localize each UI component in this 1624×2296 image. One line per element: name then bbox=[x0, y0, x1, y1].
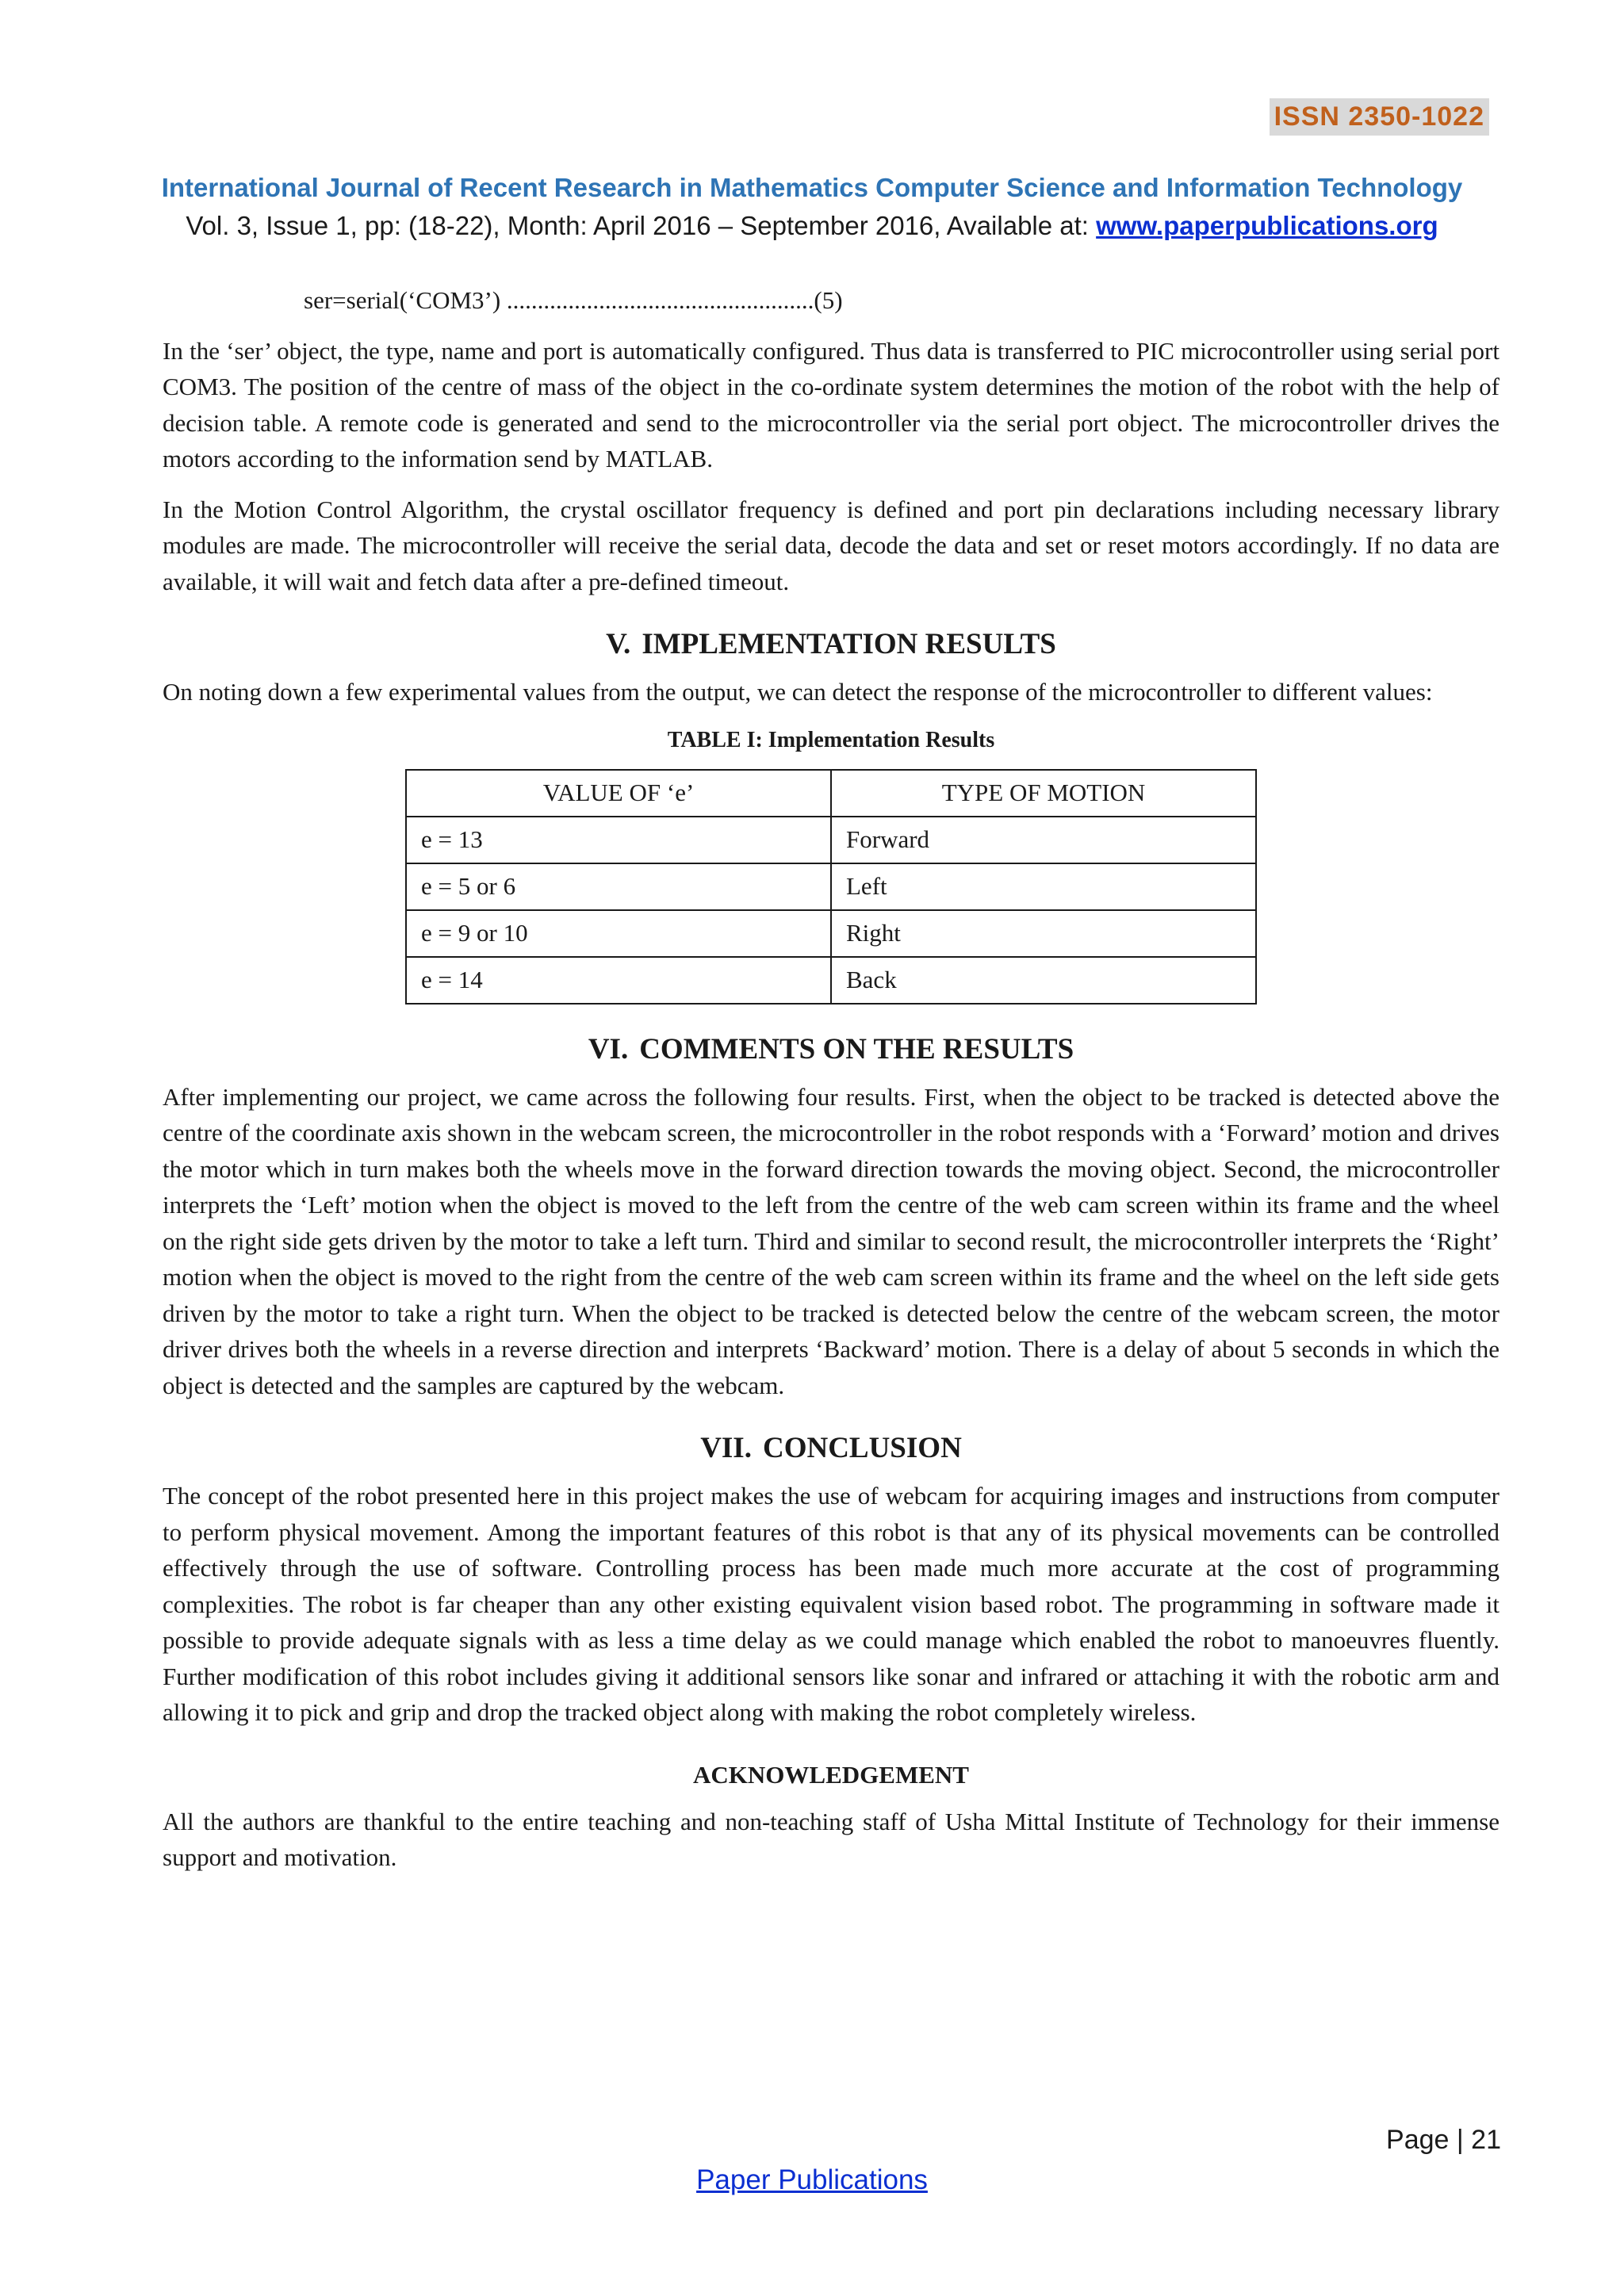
paragraph-acknowledgement: All the authors are thankful to the entire teaching and non-teaching staff of Usha Mittal Institute of Technology for their immense support and motivation. bbox=[163, 1807, 1500, 1871]
journal-volume-line bbox=[0, 211, 1624, 241]
paragraph-experimental-values: On noting down a few experimental values from the output, we can detect the response of the microcontroller to different values: bbox=[163, 678, 1433, 706]
paragraph-results-comments: After implementing our project, we came across the following four results. First, when the object to be tracked is detected above the centre of the coordinate axis shown in the webcam screen, the microcontroller in the robot responds with a ‘Forward’ motion and drives the motor which in turn makes both the wheels move in the forward direction towards the moving object. Second, the microcontroller interprets the ‘Left’ motion when the object is moved to the left from the centre of the web cam screen within its frame and the wheel on the right side gets driven by the motor to take a left turn. Third and similar to second result, the microcontroller interprets the ‘Right’ motion when the object is moved to the right from the centre of the web cam screen within its frame and the wheel on the left side gets driven by the motor to take a right turn. When the object to be tracked is detected below the centre of the webcam screen, the motor driver drives both the wheels in a reverse direction and interprets ‘Backward’ motion. There is a delay of about 5 seconds in which the object is detected and the samples are captured by the webcam. bbox=[163, 1082, 1500, 1399]
section-heading-implementation-results bbox=[163, 626, 1500, 663]
table-row bbox=[406, 863, 1256, 910]
section-number: VII. bbox=[700, 1432, 752, 1464]
page-number: Page | 21 bbox=[1386, 2125, 1501, 2155]
section-heading-comments bbox=[163, 1031, 1500, 1068]
journal-volume-text: Vol. 3, Issue 1, pp: (18-22), Month: April 2016 – September 2016, Available at: bbox=[186, 211, 1097, 240]
acknowledgement-heading: ACKNOWLEDGEMENT bbox=[693, 1760, 969, 1789]
table-row bbox=[406, 957, 1256, 1004]
section-number: V. bbox=[606, 628, 631, 660]
section-number: VI. bbox=[588, 1032, 629, 1066]
table-header-cell: TYPE OF MOTION bbox=[831, 770, 1256, 817]
journal-title: International Journal of Recent Research in Mathematics Computer Science and Information Technology bbox=[161, 173, 1463, 202]
table-cell-motion: Right bbox=[831, 910, 1256, 957]
section-heading-conclusion bbox=[163, 1430, 1500, 1467]
implementation-results-table bbox=[405, 769, 1257, 1004]
table-cell-value: e = 9 or 10 bbox=[406, 910, 831, 957]
table-cell-value: e = 14 bbox=[406, 957, 831, 1004]
footer bbox=[0, 2164, 1624, 2196]
journal-website-link[interactable]: www.paperpublications.org bbox=[1096, 211, 1438, 240]
table-cell-motion: Back bbox=[831, 957, 1256, 1004]
table-cell-value: e = 5 or 6 bbox=[406, 863, 831, 910]
issn-label: ISSN 2350-1022 bbox=[1270, 98, 1489, 136]
table-row bbox=[406, 817, 1256, 863]
table-caption: TABLE I: Implementation Results bbox=[667, 727, 995, 752]
paper-body bbox=[163, 282, 1500, 1890]
section-title: COMMENTS ON THE RESULTS bbox=[639, 1032, 1074, 1066]
table-header-row bbox=[406, 770, 1256, 817]
table-header-cell: VALUE OF ‘e’ bbox=[406, 770, 831, 817]
paragraph-ser-object: In the ‘ser’ object, the type, name and port is automatically configured. Thus data is transferred to PIC microcontroller using serial port COM3. The position of the centre of mass of the object in the co-ordinate system determines the motion of the robot with the help of decision table. A remote code is generated and send to the microcontroller via the serial port object. The microcontroller drives the motors according to the information send by MATLAB. bbox=[163, 336, 1500, 473]
table-row bbox=[406, 910, 1256, 957]
table-cell-motion: Left bbox=[831, 863, 1256, 910]
paragraph-conclusion: The concept of the robot presented here in this project makes the use of webcam for acquiring images and instructions from computer to perform physical movement. Among the important features of this robot is that any of its physical movements can be controlled effectively through the use of software. Controlling process has been made much more accurate at the cost of programming complexities. The robot is far cheaper than any other existing equivalent vision based robot. The programming in software made it possible to provide adequate signals with as less a time delay as we could manage which enabled the robot to manoeuvres fluently. Further modification of this robot includes giving it additional sensors like sonar and infrared or attaching it with the robotic arm and allowing it to pick and grip and drop the tracked object along with making the robot completely wireless. bbox=[163, 1482, 1500, 1726]
table-cell-value: e = 13 bbox=[406, 817, 831, 863]
equation-5: ser=serial(‘COM3’) ..................................................(5) bbox=[304, 286, 843, 314]
table-cell-motion: Forward bbox=[831, 817, 1256, 863]
section-title: IMPLEMENTATION RESULTS bbox=[642, 628, 1056, 660]
paragraph-motion-control: In the Motion Control Algorithm, the crystal oscillator frequency is defined and port pin declarations including necessary library modules are made. The microcontroller will receive the serial data, decode the data and set or reset motors accordingly. If no data are available, it will wait and fetch data after a pre-defined timeout. bbox=[163, 495, 1500, 595]
publisher-link[interactable]: Paper Publications bbox=[696, 2164, 928, 2195]
section-title: CONCLUSION bbox=[762, 1432, 962, 1464]
